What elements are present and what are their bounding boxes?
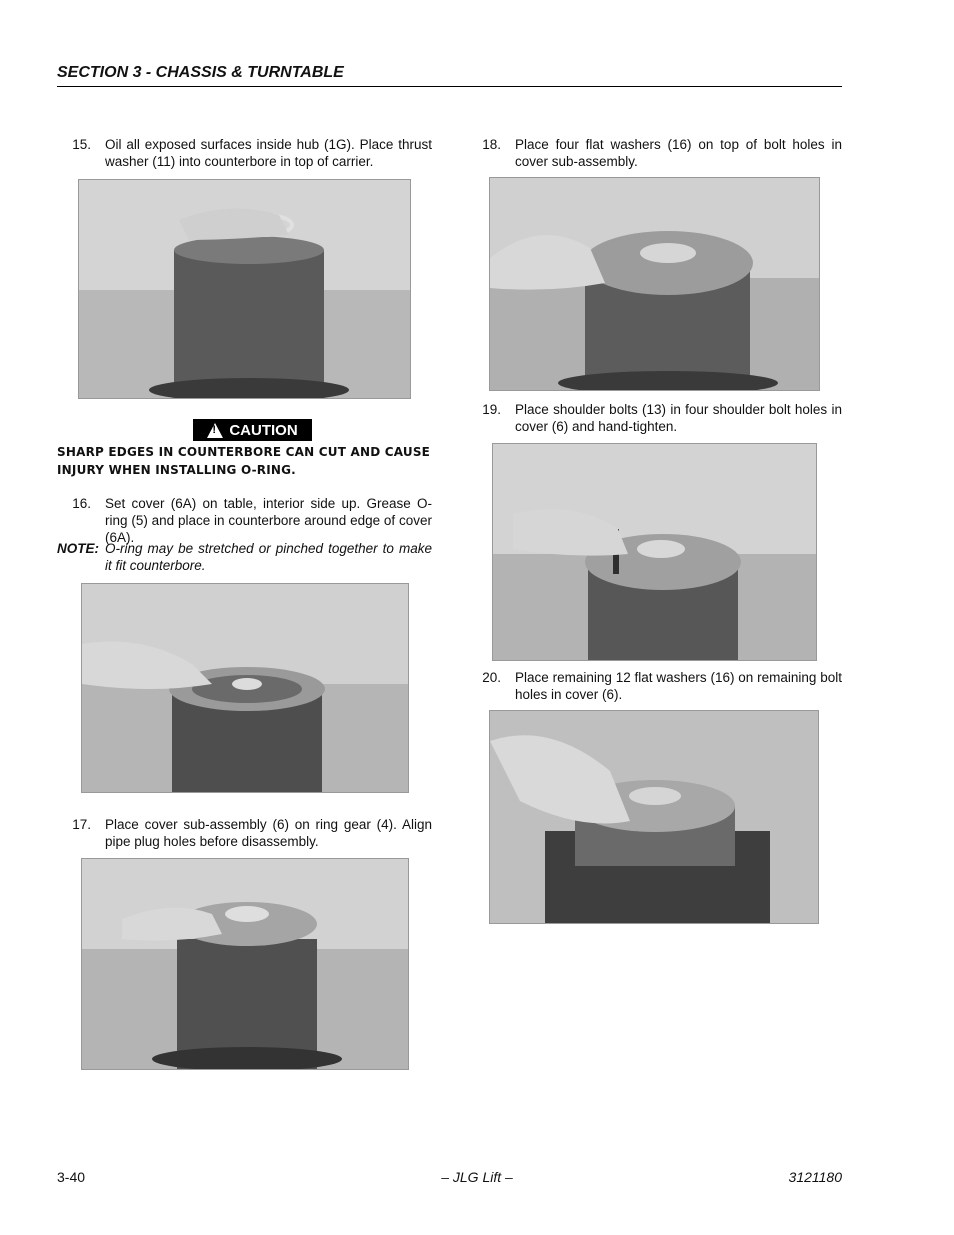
footer-brand: – JLG Lift – — [441, 1169, 513, 1185]
photo-step-18 — [489, 177, 820, 391]
caution-text-label: CAUTION — [229, 421, 298, 439]
step-16 — [57, 495, 432, 546]
photo-step-15 — [78, 179, 411, 399]
step-number: 17. — [72, 817, 91, 832]
photo-step-16 — [81, 583, 409, 793]
page-number: 3-40 — [57, 1169, 86, 1185]
caution-label — [193, 419, 312, 441]
photo-step-19 — [492, 443, 817, 661]
step-number: 19. — [482, 402, 501, 417]
note-label: NOTE: — [57, 541, 99, 556]
warning-triangle-icon — [207, 423, 223, 438]
step-18 — [467, 136, 842, 170]
step-text: Place four flat washers (16) on top of bolt holes in cover sub-assembly. — [515, 137, 842, 169]
document-number: 3121180 — [788, 1169, 842, 1185]
section-header: SECTION 3 - CHASSIS & TURNTABLE — [57, 64, 842, 87]
step-text: Place remaining 12 flat washers (16) on remaining bolt holes in cover (6). — [515, 670, 842, 702]
step-number: 18. — [482, 137, 501, 152]
step-text: Place shoulder bolts (13) in four shoulder bolt holes in cover (6) and hand-tighten. — [515, 402, 842, 434]
photo-step-17 — [81, 858, 409, 1070]
step-text: Oil all exposed surfaces inside hub (1G). Place thrust washer (11) into counterbore in top of carrier. — [105, 137, 432, 169]
note — [57, 540, 432, 574]
step-17 — [57, 816, 432, 850]
step-15 — [57, 136, 432, 170]
photo-step-20 — [489, 710, 819, 924]
step-number: 15. — [72, 137, 91, 152]
step-number: 20. — [482, 670, 501, 685]
note-text: O-ring may be stretched or pinched together to make it fit counterbore. — [105, 541, 432, 573]
step-19 — [467, 401, 842, 435]
step-20 — [467, 669, 842, 703]
step-text: Place cover sub-assembly (6) on ring gear (4). Align pipe plug holes before disassembly. — [105, 817, 432, 849]
caution-message: SHARP EDGES IN COUNTERBORE CAN CUT AND CAUSE INJURY WHEN INSTALLING O-RING. — [57, 445, 431, 477]
step-text: Set cover (6A) on table, interior side up. Grease O-ring (5) and place in counterbore around edge of cover (6A). — [105, 496, 432, 545]
step-number: 16. — [72, 496, 91, 511]
